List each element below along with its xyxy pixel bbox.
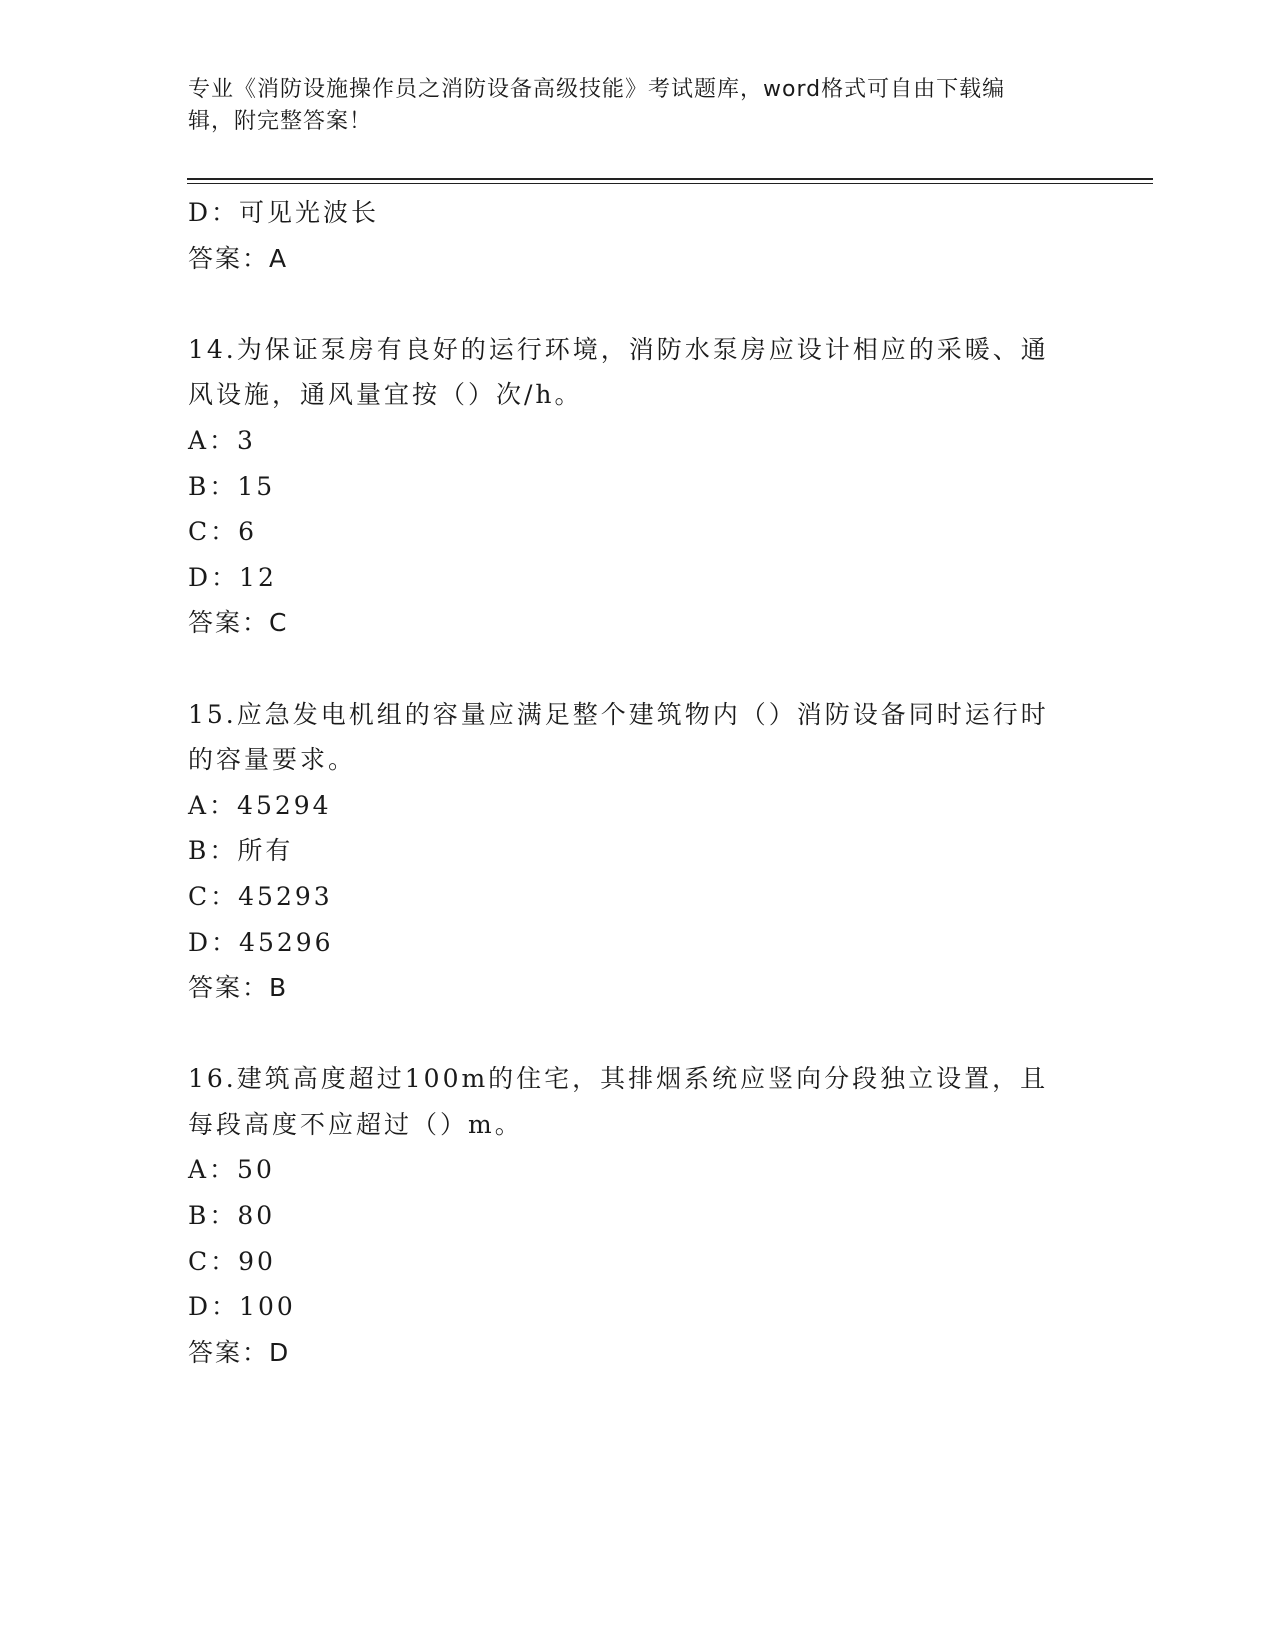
document-header [188,74,1068,138]
option-d: D：100 [188,1292,296,1322]
spacer [188,646,1088,692]
header-line-2: 辑，附完整答案！ [188,109,373,134]
spacer [188,1011,1088,1057]
header-line-1: 专业《消防设施操作员之消防设备高级技能》考试题库，word格式可自由下载编 [188,77,1006,102]
spacer [188,281,1088,327]
answer-line: 答案：B [188,973,289,1003]
option-d: D：45296 [188,927,334,957]
option-a: A：3 [188,425,256,455]
previous-question-tail [188,190,1088,281]
question-text-line-2: 每段高度不应超过（）m。 [188,1109,523,1139]
option-b: B：80 [188,1201,276,1231]
question-16 [188,1056,1088,1375]
question-list [188,190,1088,1375]
header-rule-thin [187,183,1153,184]
option-b: B：所有 [188,836,294,866]
option-a: A：45294 [188,790,332,820]
option-a: A：50 [188,1155,275,1185]
option-d: D：可见光波长 [188,198,380,227]
option-c: C：45293 [188,881,333,911]
answer-line: 答案：D [188,1337,291,1367]
option-c: C：90 [188,1246,276,1276]
question-15 [188,692,1088,1011]
option-c: C：6 [188,517,258,547]
question-text-line-1: 15.应急发电机组的容量应满足整个建筑物内（）消防设备同时运行时 [188,699,1049,729]
question-text-line-2: 的容量要求。 [188,745,357,775]
question-text-line-2: 风设施，通风量宜按（）次/h。 [188,380,583,410]
answer-line: 答案：A [188,243,289,273]
option-d: D：12 [188,562,277,592]
option-b: B：15 [188,471,276,501]
answer-line: 答案：C [188,608,289,638]
header-rule-thick [187,178,1153,180]
question-text-line-1: 14.为保证泵房有良好的运行环境，消防水泵房应设计相应的采暖、通 [188,334,1049,364]
question-text-line-1: 16.建筑高度超过100m的住宅，其排烟系统应竖向分段独立设置，且 [188,1064,1049,1094]
question-14 [188,327,1088,646]
